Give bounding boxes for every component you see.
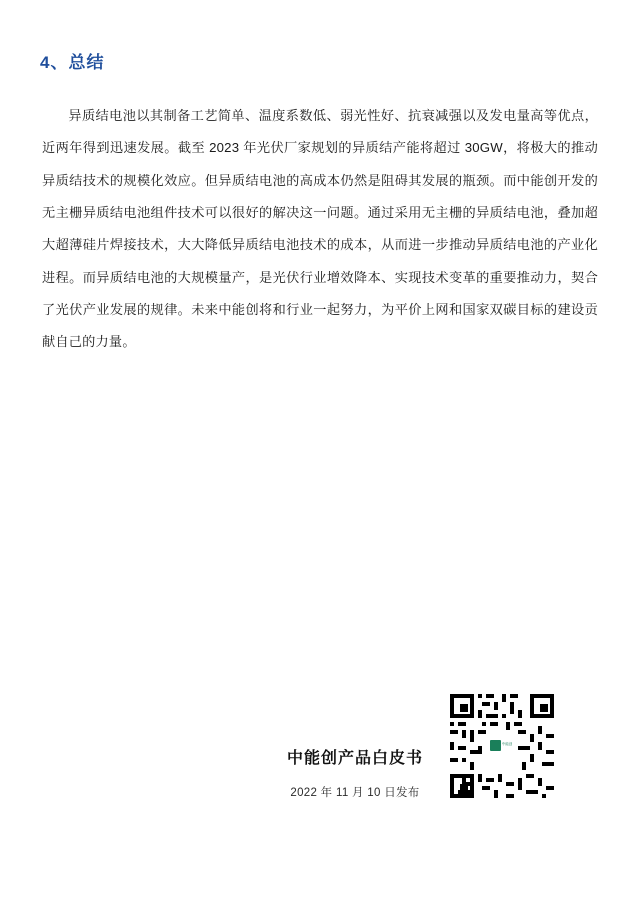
- qr-finder-top-left: [450, 694, 474, 718]
- page-footer: [0, 680, 640, 850]
- logo-badge: [490, 740, 501, 751]
- qr-center-logo: [488, 734, 514, 756]
- footer-publish-date: 2022 年 11 月 10 日发布: [290, 787, 420, 799]
- qr-code-canvas: [446, 690, 558, 802]
- summary-paragraph: 异质结电池以其制备工艺简单、温度系数低、弱光性好、抗衰减强以及发电量高等优点，近两年得到迅速发展。截至 2023 年光伏厂家规划的异质结产能将超过 30GW，将极大的推动异质结技术的规模化效应。但异质结电池的高成本仍然是阻碍其发展的瓶颈。而中能创开发的无主栅异质结电池组件技术可以很好的解决这一问题。通过采用无主栅的异质结电池，叠加超大超薄硅片焊接技术，大大降低异质结电池技术的成本，从而进一步推动异质结电池的产业化进程。而异质结电池的大规模量产，是光伏行业增效降本、实现技术变革的重要推动力，契合了光伏产业发展的规律。未来中能创将和行业一起努力，为平价上网和国家双碳目标的建设贡献自己的力量。: [42, 108, 598, 350]
- qr-finder-top-right: [530, 694, 554, 718]
- footer-text-block: [270, 745, 440, 800]
- footer-title: 中能创产品白皮书: [286, 750, 423, 767]
- logo-text: 中能创: [501, 742, 513, 747]
- qr-code-icon: [446, 690, 558, 802]
- section-heading: 4、总结: [40, 53, 105, 72]
